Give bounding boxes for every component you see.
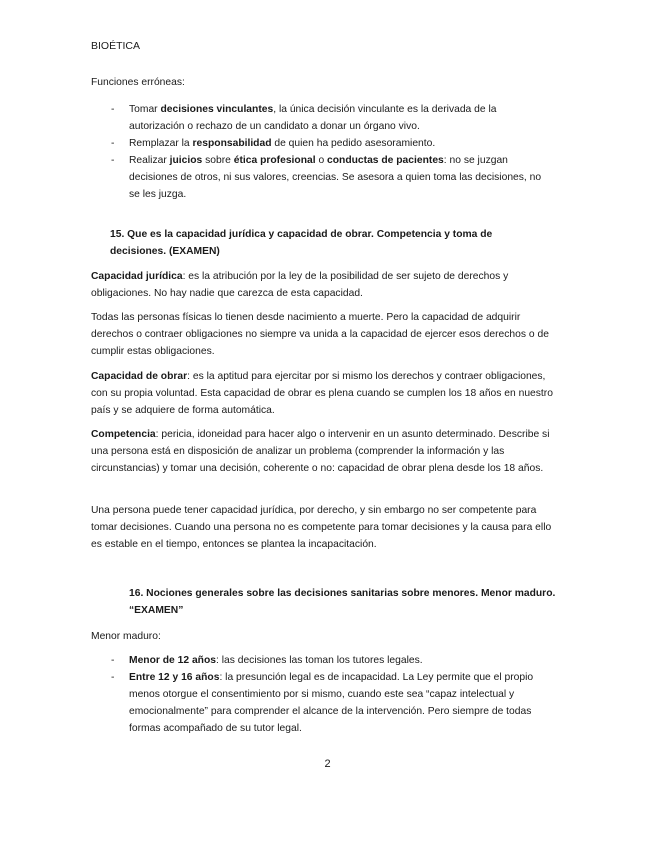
capacidad-obrar-paragraph: Capacidad de obrar: es la aptitud para ejercitar por si mismo los derechos y contraer obligaciones, con su propia voluntad. Esta capacidad de obrar es plena cuando se cumplen los 18 años en nuestro país y se adquiere de forma automática.	[91, 371, 553, 416]
list-item: - Realizar juicios sobre ética profesional o conductas de pacientes: no se juzgan decisiones de otros, ni sus valores, creencias. Se asesora a quien toma las decisiones, no se les juzga.	[111, 155, 542, 200]
funciones-intro: Funciones erróneas:	[91, 77, 185, 88]
list-item: - Entre 12 y 16 años: la presunción legal es de incapacidad. La Ley permite que el propio menos otorgue el consentimiento por si mismo, cuando este sea “capaz intelectual y emocionalmente” para comprender el alcance de la intervención. Pero siempre de todas formas acompañado de su tutor legal.	[111, 672, 534, 734]
incapacitacion-paragraph: Una persona puede tener capacidad jurídica, por derecho, y sin embargo no ser competente para tomar decisiones. Cuando una persona no es competente para tomar decisiones y la causa para ello es estable en el tiempo, entonces se plantea la incapacitación.	[91, 505, 552, 550]
list-item: - Menor de 12 años: las decisiones las toman los tutores legales.	[111, 655, 423, 666]
personas-fisicas-paragraph: Todas las personas físicas lo tienen desde nacimiento a muerte. Pero la capacidad de adquirir derechos o contraer obligaciones no siempre va unida a la capacidad de ejercer esos derechos o de cumplir estas obligaciones.	[91, 312, 549, 357]
menor-maduro-intro: Menor maduro:	[91, 631, 161, 642]
menor-list	[91, 652, 551, 737]
section-15-heading: 15. Que es la capacidad jurídica y capacidad de obrar. Competencia y toma de decisiones. (EXAMEN)	[110, 229, 493, 257]
funciones-list	[91, 101, 551, 203]
capacidad-juridica-paragraph: Capacidad jurídica: es la atribución por la ley de la posibilidad de ser sujeto de derechos y obligaciones. No hay nadie que carezca de esta capacidad.	[91, 271, 509, 299]
list-item: - Tomar decisiones vinculantes, la única decisión vinculante es la derivada de la autorización o rechazo de un candidato a donar un órgano vivo.	[111, 104, 497, 132]
list-item: - Remplazar la responsabilidad de quien ha pedido asesoramiento.	[111, 138, 436, 149]
page-number: 2	[324, 758, 331, 770]
funciones-section	[91, 74, 561, 91]
section-16-heading: 16. Nociones generales sobre las decisiones sanitarias sobre menores. Menor maduro. “EXAMEN”	[129, 588, 556, 616]
page-header: BIOÉTICA	[91, 40, 141, 52]
competencia-paragraph: Competencia: pericia, idoneidad para hacer algo o intervenir en un asunto determinado. Describe si una persona está en disposición de analizar un problema (comprender la información y las circunstancias) y tomar una decisión, coherente o no: capacidad de obrar plena desde los 18 años.	[91, 429, 550, 474]
